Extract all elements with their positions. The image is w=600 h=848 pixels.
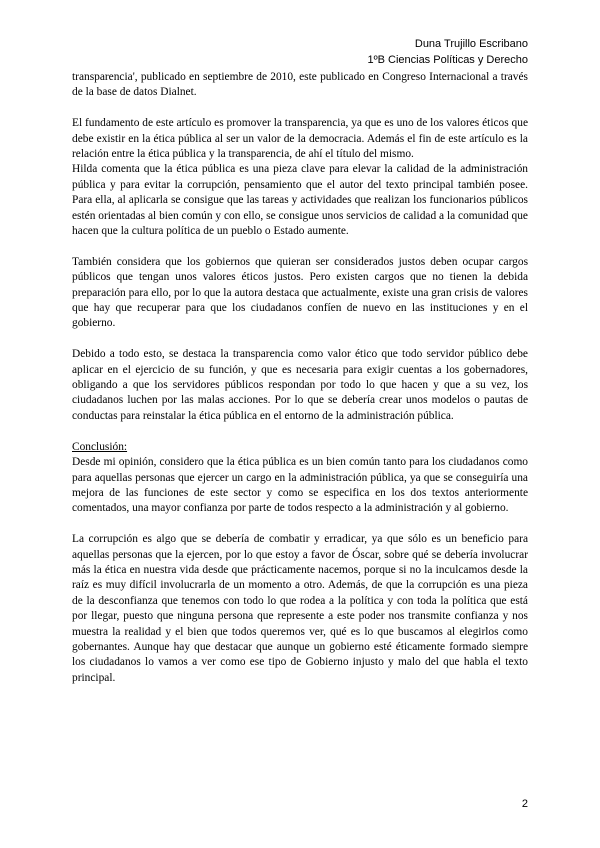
paragraph-fundamento: El fundamento de este artículo es promover la transparencia, ya que es uno de los valores éticos que debe existir en la ética pública al ser un valor de la democracia. Además el fin de este artículo es la relación entre la ética pública y la transparencia, de ahí el título del mismo.	[72, 117, 528, 161]
header-author: Duna Trujillo Escribano	[414, 38, 528, 50]
conclusion-paragraph-opinion: Desde mi opinión, considero que la ética pública es un bien común tanto para los ciudadanos como para aquellas personas que ejercer un cargo en la administración pública, ya que se conseguiría una mejora de las funciones de este sector y como se especifica en los dos textos anteriormente comentados, una mayor confianza por parte de todos respecto a la administración y al gobierno.	[72, 456, 528, 515]
paragraph-continuation: transparencia', publicado en septiembre de 2010, este publicado en Congreso Internacional a través de la base de datos Dialnet.	[72, 71, 528, 99]
header-course: 1ºB Ciencias Políticas y Derecho	[367, 54, 528, 66]
document-body	[72, 70, 528, 702]
paragraph-transparencia: Debido a todo esto, se destaca la transparencia como valor ético que todo servidor público debe aplicar en el ejercicio de su función, y que es necesaria para exigir cuentas a los gobernadores, obligando a que los servidores públicos respondan por todo lo que hacen y que a su vez, los ciudadanos luchen por las malas acciones. Por lo que se debería crear unos modelos o pautas de conductas para reinstalar la ética pública en el entorno de la administración pública.	[72, 348, 528, 422]
conclusion-heading: Conclusión:	[72, 440, 128, 453]
paragraph-gobiernos: También considera que los gobiernos que quieran ser considerados justos deben ocupar cargos públicos que tengan unos valores éticos justos. Pero existen cargos que no tienen la debida preparación para ello, por lo que la autora destaca que actualmente, existe una gran crisis de valores que hay que recuperar para que los ciudadanos confíen de nuevo en las instituciones y en el gobierno.	[72, 255, 528, 330]
paragraph-hilda: Hilda comenta que la ética pública es una pieza clave para elevar la calidad de la administración pública y para evitar la corrupción, pensamiento que el autor del texto principal también posee. Para ella, al aplicarla se consigue que las tareas y actividades que realizan los funcionarios públicos estén orientadas al bien común y con ello, se consigue unos servicios de calidad a la comunidad que hacen que la cultura política de un pueblo o Estado aumente.	[72, 163, 528, 238]
conclusion-paragraph-corrupcion: La corrupción es algo que se debería de combatir y erradicar, ya que sólo es un beneficio para aquellas personas que la ejercen, por lo que estoy a favor de Óscar, sobre qué se debería involucrar más la ética en nuestra vida desde que prácticamente nacemos, porque si no la inculcamos desde la raíz es muy difícil involucrarla de un momento a otro. Además, de que la corrupción es una pieza de la desconfianza que tenemos con todo lo que rodea a la política y con toda la política que está por llegar, puesto que ninguna persona que represente a este poder nos transmite confianza y nos muestra la realidad y el bien que todos queremos ver, qué es lo que buscamos al elegirlos como gobernantes. Aunque hay que destacar que aunque un gobierno esté éticamente formado siempre los ciudadanos lo vamos a ver como ese tipo de Gobierno injusto y malo del que habla el texto principal.	[72, 533, 528, 684]
page-number: 2	[521, 798, 528, 810]
page-header	[367, 36, 528, 68]
